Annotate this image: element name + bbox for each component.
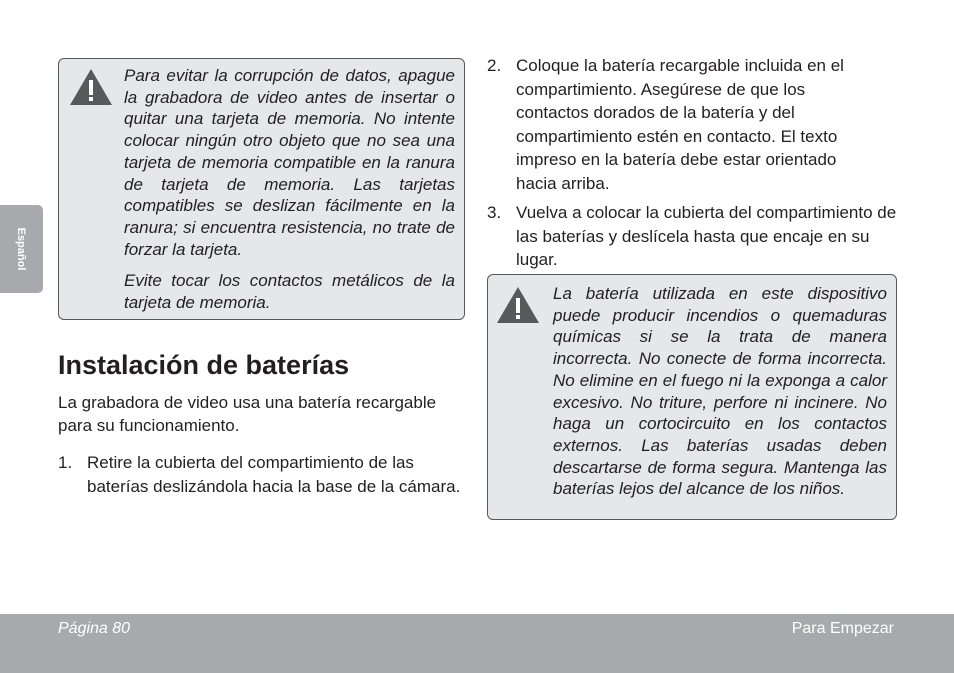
battery-warning-box [487, 274, 897, 520]
step-number: 1. [58, 453, 73, 472]
step-text: Retire la cubierta del compartimiento de las baterías deslizándola hacia la base de la cámara. [87, 453, 461, 496]
language-tab [0, 205, 43, 293]
section-heading: Instalación de baterías [58, 350, 350, 380]
page-number: Página 80 [58, 620, 131, 637]
language-tab-label: Español [15, 227, 27, 271]
memory-card-warning-text [124, 65, 455, 314]
warning-paragraph: Evite tocar los contactos metálicos de la tarjeta de memoria. [124, 271, 455, 313]
warning-paragraph: La batería utilizada en este dispositivo puede producir incendios o quemaduras químicas si se la trata de manera incorrecta. No conecte de forma incorrecta. No elimine en el fuego ni la exponga a calor excesivo. No triture, perfore ni incinere. No haga un cortocircuito en los contactos externos. Las baterías usadas deben descartarse de forma segura. Mantenga las baterías lejos del alcance de los niños. [553, 284, 887, 499]
section-intro: La grabadora de video usa una batería recargable para su funcionamiento. [58, 393, 437, 435]
footer-section-title: Para Empezar [791, 620, 894, 637]
battery-warning-text [553, 283, 887, 500]
warning-paragraph: Para evitar la corrupción de datos, apague la grabadora de video antes de insertar o quitar una tarjeta de memoria. No intente colocar ningún otro objeto que no sea una tarjeta de memoria compatible en la ranura de tarjeta de memoria. Las tarjetas compatibles se deslizan fácilmente en la ranura; si encuentra resistencia, no trate de forzar la tarjeta. [124, 66, 455, 259]
warning-triangle-icon [68, 67, 114, 107]
step-text: Coloque la batería recargable incluida en el compartimiento. Asegúrese de que los contactos dorados de la batería y del compartimiento estén en contacto. El texto impreso en la batería debe estar orientado hacia arriba. [516, 56, 844, 193]
step-number: 3. [487, 203, 502, 222]
warning-triangle-icon [495, 285, 541, 325]
page-footer [0, 614, 954, 673]
memory-card-warning-box [58, 58, 465, 320]
step-number: 2. [487, 56, 502, 75]
step-text: Vuelva a colocar la cubierta del compartimiento de las baterías y deslícela hasta que encaje en su lugar. [516, 203, 897, 269]
